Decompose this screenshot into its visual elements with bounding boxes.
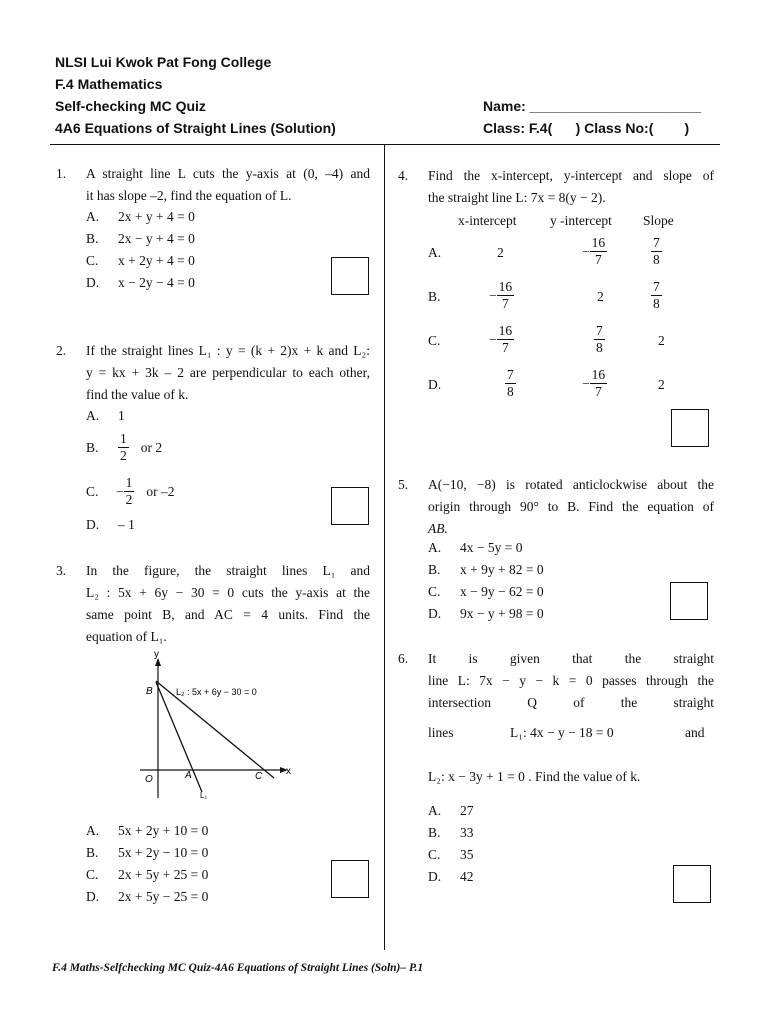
- q4-option-c-label[interactable]: C.: [428, 333, 441, 348]
- school-name: NLSI Lui Kwok Pat Fong College: [55, 54, 272, 70]
- q4-b-x: − $\frac{16}{7}$: [489, 279, 513, 311]
- q3-number: 3.: [56, 563, 67, 578]
- q5-line3: AB.: [428, 521, 448, 536]
- q6-line3: intersection Q of the straight: [428, 695, 714, 710]
- q4-a-y: − $\frac{16}{7}$: [582, 235, 606, 267]
- q5-option-c[interactable]: C. x − 9y − 62 = 0: [428, 584, 544, 599]
- q6-line1: It is given that the straight: [428, 651, 714, 666]
- x-axis-label: x: [286, 766, 291, 777]
- topic-title: 4A6 Equations of Straight Lines (Solution): [55, 120, 336, 136]
- q5-option-a[interactable]: A. 4x − 5y = 0: [428, 540, 523, 555]
- q5-line1: A(−10, −8) is rotated anticlockwise about the: [428, 477, 714, 492]
- origin-label: O: [145, 774, 153, 785]
- q4-number: 4.: [398, 168, 409, 183]
- q4-col-x-header: x-intercept: [458, 213, 517, 228]
- q4-b-y: 2: [597, 289, 604, 304]
- q2-c-fraction: $\frac{1}{2}$: [125, 475, 133, 507]
- q3-line1: In the figure, the straight lines L₁ and: [86, 563, 370, 578]
- q6-line2: line L: 7x − y − k = 0 passes through the: [428, 673, 714, 688]
- q5-answer-box[interactable]: [670, 582, 708, 620]
- q4-line1: Find the x-intercept, y-intercept and slope of: [428, 168, 714, 183]
- q2-b-fraction: $\frac{1}{2}$: [120, 431, 127, 463]
- q3-line2: L₂ : 5x + 6y − 30 = 0 cuts the y-axis at the: [86, 585, 370, 600]
- column-divider: [384, 144, 385, 950]
- q1-option-b[interactable]: B. 2x − y + 4 = 0: [86, 231, 195, 246]
- page-footer: F.4 Maths-Selfchecking MC Quiz-4A6 Equations of Straight Lines (Soln)– P.1: [52, 962, 424, 974]
- q2-option-c[interactable]: C. − $\frac{1}{2}$ or –2: [86, 475, 175, 507]
- q3-answer-box[interactable]: [331, 860, 369, 898]
- subject-title: F.4 Mathematics: [55, 76, 163, 92]
- point-c-label: C: [255, 771, 263, 782]
- q3-line3: same point B, and AC = 4 units. Find the: [86, 607, 370, 622]
- point-b-label: B: [146, 686, 153, 697]
- q4-a-slope: $\frac{7}{8}$: [653, 235, 660, 267]
- q4-col-y-header: y -intercept: [550, 213, 612, 228]
- q1-option-c[interactable]: C. x + 2y + 4 = 0: [86, 253, 195, 268]
- quiz-title: Self-checking MC Quiz: [55, 98, 206, 114]
- q4-line2: the straight line L: 7x = 8(y − 2).: [428, 190, 606, 205]
- q6-option-b[interactable]: B. 33: [428, 825, 474, 840]
- q5-option-d[interactable]: D. 9x − y + 98 = 0: [428, 606, 544, 621]
- l2-label: L₂ : 5x + 6y − 30 = 0: [176, 687, 257, 697]
- name-field[interactable]: Name: ______________________: [483, 98, 701, 114]
- q3-option-d[interactable]: D. 2x + 5y − 25 = 0: [86, 889, 209, 904]
- point-a-label: A: [185, 770, 192, 781]
- line-l1: [156, 682, 202, 792]
- q6-lines-word: lines: [428, 725, 454, 740]
- q4-option-d-label[interactable]: D.: [428, 377, 442, 392]
- q4-option-a-label[interactable]: A.: [428, 245, 442, 260]
- q4-c-slope: 2: [658, 333, 665, 348]
- q2-answer-box[interactable]: [331, 487, 369, 525]
- q1-option-a[interactable]: A. 2x + y + 4 = 0: [86, 209, 195, 224]
- q4-c-x: − $\frac{16}{7}$: [489, 323, 513, 355]
- q3-option-b[interactable]: B. 5x + 2y − 10 = 0: [86, 845, 209, 860]
- q6-line5: L₂: x − 3y + 1 = 0 . Find the value of k.: [428, 769, 641, 784]
- q6-and-word: and: [685, 725, 705, 740]
- q5-line2: origin through 90° to B. Find the equation of: [428, 499, 714, 514]
- q1-line1: A straight line L cuts the y-axis at (0, –4) and: [86, 166, 370, 181]
- q3-figure: [128, 648, 298, 804]
- q4-a-x: 2: [497, 245, 504, 260]
- class-field[interactable]: Class: F.4( ) Class No:( ): [483, 120, 690, 136]
- q6-number: 6.: [398, 651, 409, 666]
- q3-option-a[interactable]: A. 5x + 2y + 10 = 0: [86, 823, 209, 838]
- q2-option-a[interactable]: A. 1: [86, 408, 125, 423]
- q2-line2: y = kx + 3k – 2 are perpendicular to each other,: [86, 365, 370, 380]
- q4-d-x: $\frac{7}{8}$: [507, 367, 514, 399]
- q5-number: 5.: [398, 477, 409, 492]
- q2-line3: find the value of k.: [86, 387, 189, 402]
- q3-line4: equation of L₁.: [86, 629, 167, 644]
- q4-d-y: − $\frac{16}{7}$: [582, 367, 606, 399]
- l1-label: L₁: [200, 791, 208, 800]
- q2-option-d[interactable]: D. – 1: [86, 517, 135, 532]
- q1-number: 1.: [56, 166, 67, 181]
- q4-b-slope: $\frac{7}{8}$: [653, 279, 660, 311]
- y-axis-label: y: [154, 649, 159, 660]
- q1-line2: it has slope –2, find the equation of L.: [86, 188, 292, 203]
- q2-option-b[interactable]: B. $\frac{1}{2}$ or 2: [86, 431, 163, 463]
- q3-option-c[interactable]: C. 2x + 5y + 25 = 0: [86, 867, 209, 882]
- q6-l1-equation: L₁: 4x − y − 18 = 0: [510, 725, 614, 740]
- q4-c-y: $\frac{7}{8}$: [596, 323, 603, 355]
- q6-answer-box[interactable]: [673, 865, 711, 903]
- q4-d-slope: 2: [658, 377, 665, 392]
- q4-option-b-label[interactable]: B.: [428, 289, 441, 304]
- q2-line1: If the straight lines L₁ : y = (k + 2)x + k and L₂:: [86, 343, 370, 358]
- q6-option-a[interactable]: A. 27: [428, 803, 474, 818]
- q4-col-slope-header: Slope: [643, 213, 674, 228]
- q1-answer-box[interactable]: [331, 257, 369, 295]
- q5-option-b[interactable]: B. x + 9y + 82 = 0: [428, 562, 544, 577]
- q6-option-c[interactable]: C. 35: [428, 847, 474, 862]
- q6-option-d[interactable]: D. 42: [428, 869, 474, 884]
- q2-number: 2.: [56, 343, 67, 358]
- q1-option-d[interactable]: D. x − 2y − 4 = 0: [86, 275, 195, 290]
- q4-answer-box[interactable]: [671, 409, 709, 447]
